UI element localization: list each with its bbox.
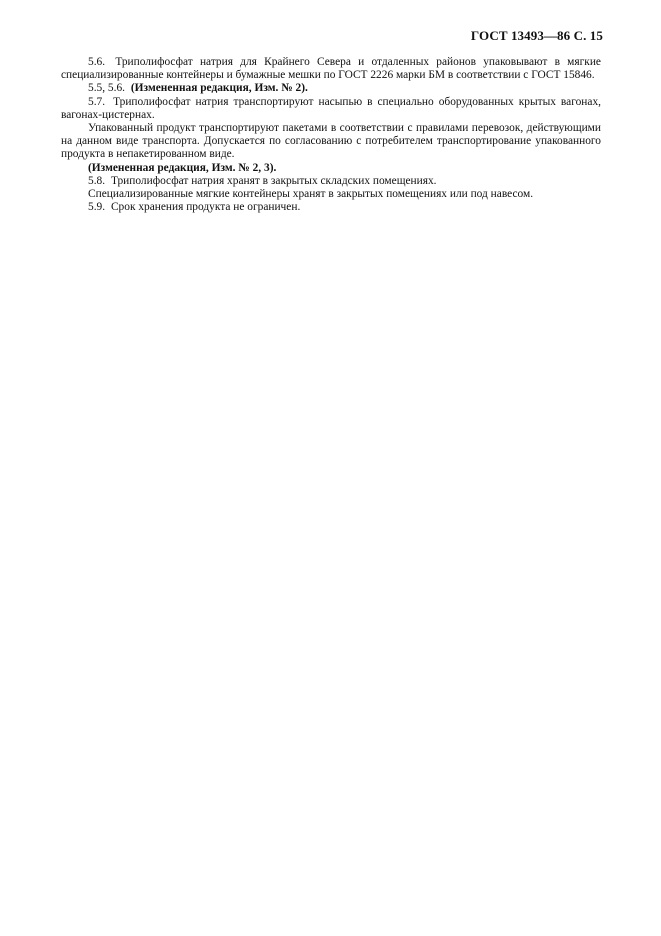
clause-number: 5.8.: [88, 174, 106, 187]
running-header: ГОСТ 13493—86 С. 15: [470, 28, 603, 43]
clause-text: Специализированные мягкие контейнеры хранят в закрытых помещениях или под навесом.: [88, 188, 534, 201]
paragraph-5-7-packaging: [61, 122, 601, 162]
paragraph-5-9: [61, 201, 601, 214]
amendment-note: (Измененная редакция, Изм. № 2).: [130, 82, 308, 95]
amendment-note: (Измененная редакция, Изм. № 2, 3).: [88, 161, 277, 174]
paragraph-5-8-containers: [61, 188, 601, 201]
paragraph-5-7: [61, 96, 601, 122]
document-body: [61, 56, 601, 214]
clause-number: 5.9.: [88, 201, 106, 214]
clause-number: 5.5, 5.6.: [88, 82, 126, 95]
clause-text: Триполифосфат натрия транспортируют насыпью в специально оборудованных крытых вагонах, вагонах-цистернах.: [61, 95, 601, 121]
clause-number: 5.7.: [88, 95, 106, 108]
clause-text: Триполифосфат натрия хранят в закрытых складских помещениях.: [110, 174, 437, 187]
amendment-note-2-3: [61, 162, 601, 175]
clause-text: Триполифосфат натрия для Крайнего Севера и отдаленных районов упаковывают в мягкие специализированные контейнеры и бумажные мешки по ГОСТ 2226 марки БМ в соответствии с ГОСТ 15846.: [61, 56, 601, 82]
paragraph-5-8: [61, 175, 601, 188]
clause-text: Упакованный продукт транспортируют пакетами в соответствии с правилами перевозок, действующими на данном виде транспорта. Допускается по согласованию с потребителем транспортирование упакованного продукта в непакетированном виде.: [61, 122, 601, 161]
clause-text: Срок хранения продукта не ограничен.: [110, 201, 301, 214]
paragraph-5-6: [61, 56, 601, 82]
clause-number: 5.6.: [88, 56, 106, 68]
amendment-note-5-5-5-6: [61, 82, 601, 95]
